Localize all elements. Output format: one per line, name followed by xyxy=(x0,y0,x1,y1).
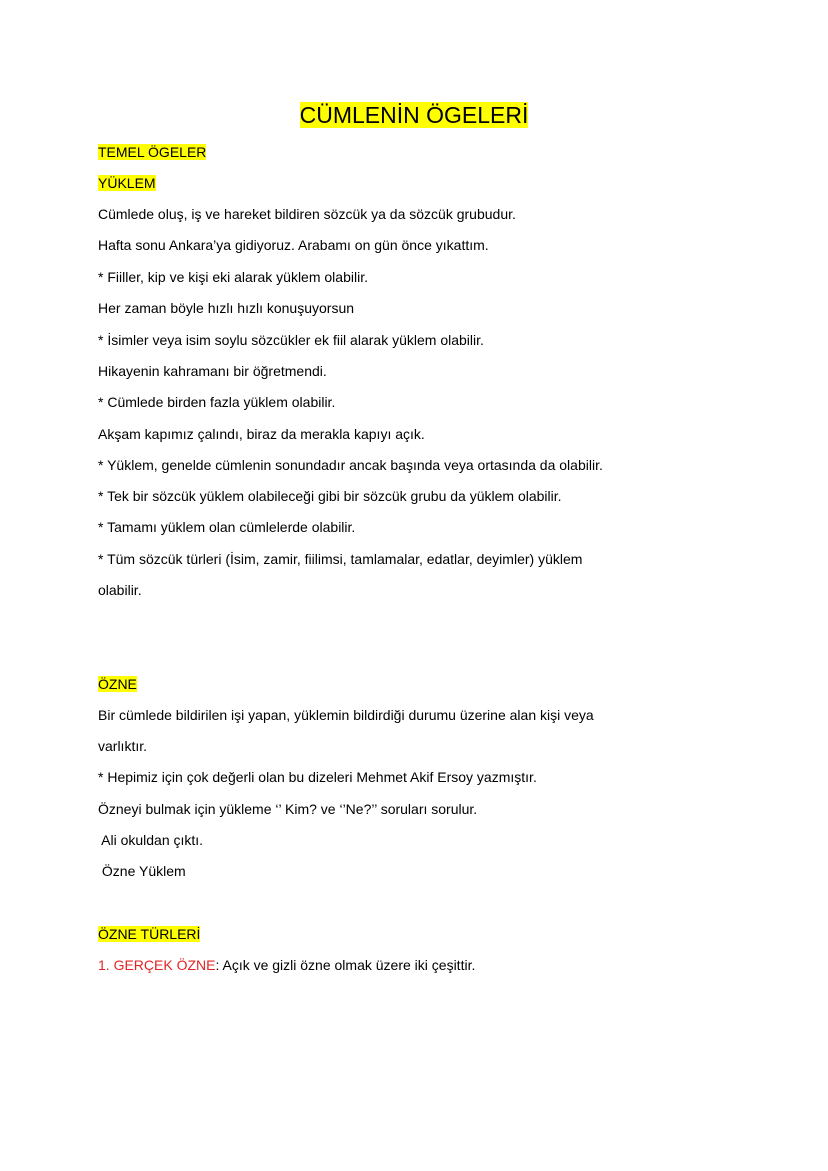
paragraph-line: olabilir. xyxy=(98,582,142,598)
paragraph-line: Özne Yüklem xyxy=(98,863,186,879)
ozne-turleri-heading-text: ÖZNE TÜRLERİ xyxy=(98,926,201,942)
gercek-ozne-line xyxy=(98,955,475,975)
document-title xyxy=(0,98,828,132)
paragraph-line: * Yüklem, genelde cümlenin sonundadır ancak başında veya ortasında da olabilir. xyxy=(98,457,603,473)
paragraph-line: Cümlede oluş, iş ve hareket bildiren sözcük ya da sözcük grubudur. xyxy=(98,206,516,222)
gercek-ozne-text: : Açık ve gizli özne olmak üzere iki çeşittir. xyxy=(215,957,476,973)
gercek-ozne-label: 1. GERÇEK ÖZNE xyxy=(98,957,216,973)
temel-ogeler-heading-text: TEMEL ÖGELER xyxy=(98,144,207,160)
paragraph-line: * Tamamı yüklem olan cümlelerde olabilir. xyxy=(98,519,356,535)
paragraph-line: varlıktır. xyxy=(98,738,148,754)
paragraph-line: Hafta sonu Ankara’ya gidiyoruz. Arabamı on gün önce yıkattım. xyxy=(98,237,489,253)
yuklem-heading-text: YÜKLEM xyxy=(98,175,156,191)
paragraph-line: Hikayenin kahramanı bir öğretmendi. xyxy=(98,363,327,379)
ozne-turleri-heading xyxy=(98,924,200,944)
ozne-heading xyxy=(98,674,137,694)
paragraph-line: Ali okuldan çıktı. xyxy=(98,832,204,848)
paragraph-line: * Fiiller, kip ve kişi eki alarak yüklem olabilir. xyxy=(98,269,368,285)
paragraph-line: * Tek bir sözcük yüklem olabileceği gibi bir sözcük grubu da yüklem olabilir. xyxy=(98,488,562,504)
paragraph-line: Bir cümlede bildirilen işi yapan, yüklemin bildirdiği durumu üzerine alan kişi veya xyxy=(98,707,594,723)
ozne-heading-text: ÖZNE xyxy=(98,676,137,692)
yuklem-heading xyxy=(98,173,156,193)
document-title-text: CÜMLENİN ÖGELERİ xyxy=(299,102,529,128)
temel-ogeler-heading xyxy=(98,142,206,162)
paragraph-line: * Tüm sözcük türleri (İsim, zamir, fiilimsi, tamlamalar, edatlar, deyimler) yüklem xyxy=(98,551,583,567)
paragraph-line: * Cümlede birden fazla yüklem olabilir. xyxy=(98,394,336,410)
paragraph-line: * Hepimiz için çok değerli olan bu dizeleri Mehmet Akif Ersoy yazmıştır. xyxy=(98,769,537,785)
paragraph-line: * İsimler veya isim soylu sözcükler ek fiil alarak yüklem olabilir. xyxy=(98,332,484,348)
paragraph-line: Özneyi bulmak için yükleme ‘’ Kim? ve ‘’Ne?’’ soruları sorulur. xyxy=(98,801,478,817)
paragraph-line: Her zaman böyle hızlı hızlı konuşuyorsun xyxy=(98,300,355,316)
paragraph-line: Akşam kapımız çalındı, biraz da merakla kapıyı açık. xyxy=(98,426,425,442)
